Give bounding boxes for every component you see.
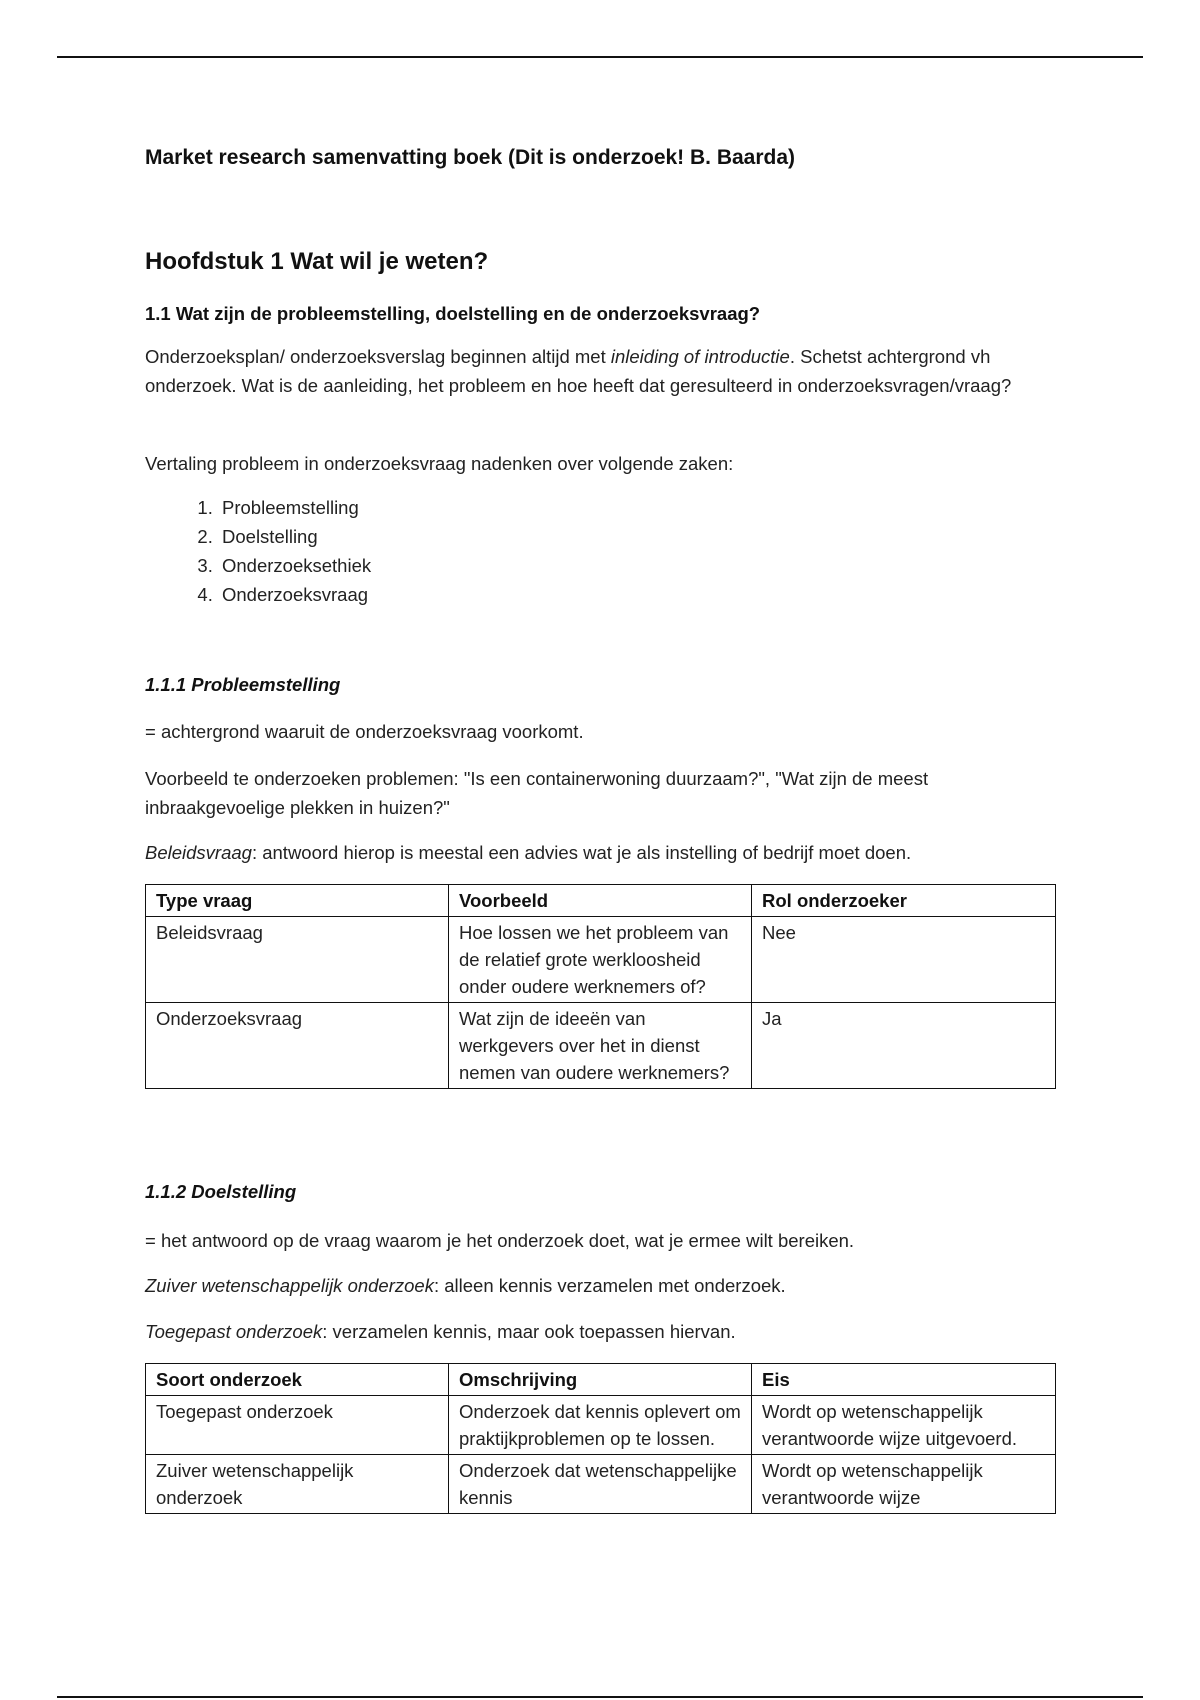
table-cell: Toegepast onderzoek: [146, 1396, 449, 1455]
question-type-table: [145, 884, 1056, 1089]
chapter-heading: Hoofdstuk 1 Wat wil je weten?: [145, 248, 489, 275]
intro-emphasis: inleiding of introductie: [610, 346, 790, 367]
beleidsvraag-term: Beleidsvraag: [145, 842, 252, 863]
list-item: 3. Onderzoeksethiek: [218, 551, 371, 580]
table-cell: Onderzoek dat wetenschappelijke kennis: [449, 1455, 752, 1514]
doelstelling-definition: = het antwoord op de vraag waarom je het onderzoek doet, wat je ermee wilt bereiken.: [145, 1230, 855, 1251]
list-item: 4. Onderzoeksvraag: [218, 580, 371, 609]
page-top-rule: [57, 56, 1143, 58]
table-header-cell: Type vraag: [146, 885, 449, 917]
applied-research-text: : verzamelen kennis, maar ook toepassen hiervan.: [322, 1321, 736, 1342]
applied-research-term: Toegepast onderzoek: [145, 1321, 323, 1342]
table-cell: Wordt op wetenschappelijk verantwoorde wijze uitgevoerd.: [752, 1396, 1056, 1455]
table-cell: Zuiver wetenschappelijk onderzoek: [146, 1455, 449, 1514]
intro-text-before: Onderzoeksplan/ onderzoeksverslag beginnen altijd met: [145, 346, 611, 367]
section-heading: 1.1 Wat zijn de probleemstelling, doelstelling en de onderzoeksvraag?: [145, 303, 761, 324]
list-item: 2. Doelstelling: [218, 522, 371, 551]
beleidsvraag-paragraph: [145, 838, 1057, 867]
translation-paragraph: Vertaling probleem in onderzoeksvraag nadenken over volgende zaken:: [145, 453, 734, 474]
table-cell: Nee: [752, 917, 1056, 1003]
table-row: [146, 1455, 1056, 1514]
table-row: [146, 917, 1056, 1003]
table-header-cell: Eis: [752, 1364, 1056, 1396]
table-header-cell: Rol onderzoeker: [752, 885, 1056, 917]
table-header-row: [146, 885, 1056, 917]
table-cell: Onderzoek dat kennis oplevert om praktijkproblemen op te lossen.: [449, 1396, 752, 1455]
pure-research-paragraph: [145, 1271, 1057, 1300]
page-bottom-rule: [57, 1696, 1143, 1698]
table-header-row: [146, 1364, 1056, 1396]
topics-list: [180, 493, 371, 609]
beleidsvraag-text: : antwoord hierop is meestal een advies wat je als instelling of bedrijf moet doen.: [251, 842, 912, 863]
research-type-table: [145, 1363, 1056, 1514]
document-title: Market research samenvatting boek (Dit is onderzoek! B. Baarda): [145, 146, 796, 169]
subsection-heading-doelstelling: 1.1.2 Doelstelling: [145, 1181, 297, 1202]
subsection-heading-probleemstelling: 1.1.1 Probleemstelling: [145, 674, 341, 695]
table-cell: Wat zijn de ideeën van werkgevers over het in dienst nemen van oudere werknemers?: [449, 1003, 752, 1089]
pure-research-text: : alleen kennis verzamelen met onderzoek.: [433, 1275, 786, 1296]
table-row: [146, 1396, 1056, 1455]
table-header-cell: Voorbeeld: [449, 885, 752, 917]
pure-research-term: Zuiver wetenschappelijk onderzoek: [145, 1275, 434, 1296]
probleemstelling-definition: = achtergrond waaruit de onderzoeksvraag voorkomt.: [145, 721, 584, 742]
table-cell: Wordt op wetenschappelijk verantwoorde wijze: [752, 1455, 1056, 1514]
table-cell: Hoe lossen we het probleem van de relatief grote werkloosheid onder oudere werknemers of?: [449, 917, 752, 1003]
table-header-cell: Omschrijving: [449, 1364, 752, 1396]
table-cell: Ja: [752, 1003, 1056, 1089]
intro-paragraph: [145, 342, 1057, 400]
intro-text-after: . Schetst achtergrond vh onderzoek. Wat is de aanleiding, het probleem en hoe heeft dat geresulteerd in onderzoeksvragen/vraag?: [145, 346, 1012, 396]
table-cell: Beleidsvraag: [146, 917, 449, 1003]
table-header-cell: Soort onderzoek: [146, 1364, 449, 1396]
list-item: 1. Probleemstelling: [218, 493, 371, 522]
probleemstelling-example: Voorbeeld te onderzoeken problemen: "Is een containerwoning duurzaam?", "Wat zijn de meest inbraakgevoelige plekken in huizen?": [145, 768, 929, 818]
table-row: [146, 1003, 1056, 1089]
applied-research-paragraph: [145, 1317, 1057, 1346]
table-cell: Onderzoeksvraag: [146, 1003, 449, 1089]
